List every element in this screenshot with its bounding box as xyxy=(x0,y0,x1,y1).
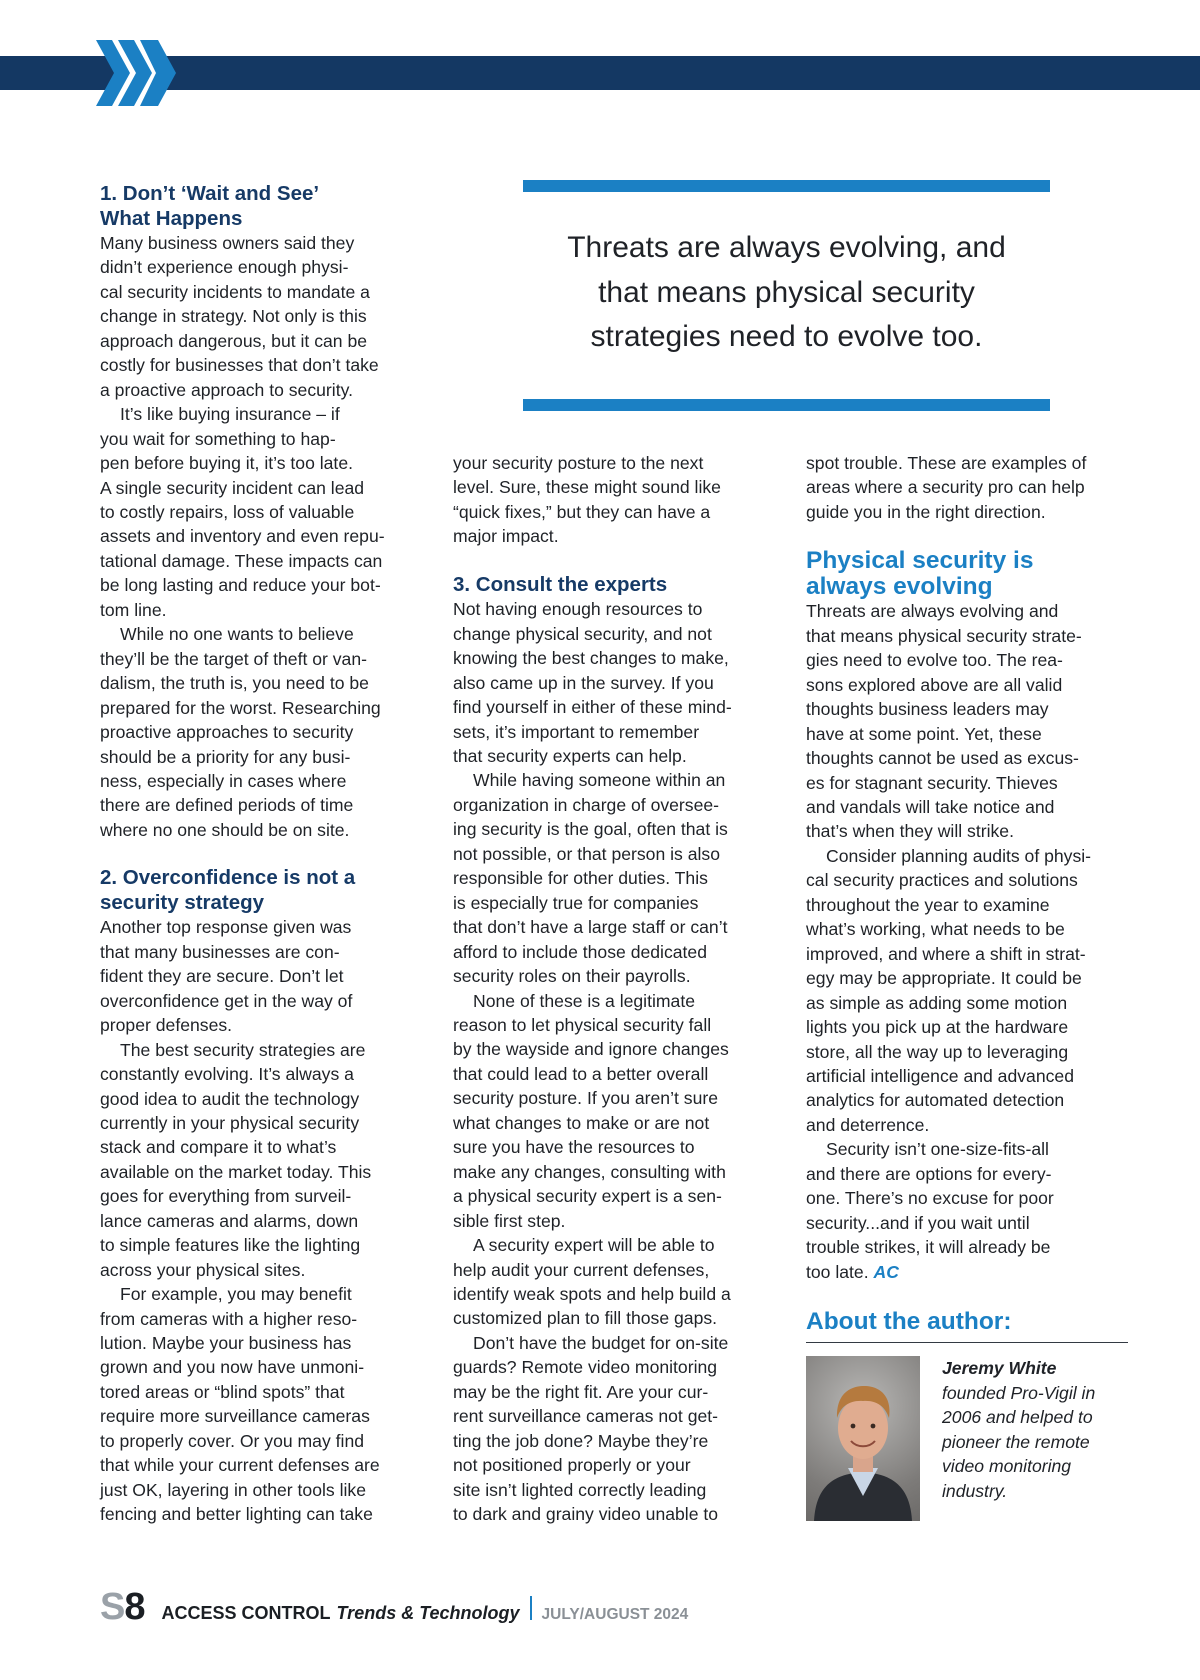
author-name: Jeremy White xyxy=(942,1358,1057,1379)
author-photo xyxy=(806,1356,920,1521)
paragraph: Another top response given was that many businesses are con- fident they are secure. Don’t let overconfidence get in the way of proper defenses. xyxy=(100,917,353,1036)
author-portrait-icon xyxy=(806,1356,920,1521)
paragraph: None of these is a legitimate reason to let physical security fall by the wayside and ignore changes that could lead to a better overall security posture. If you aren’t sure what changes to make or are not sure you have the resources to make any changes, consulting with a physical security expert is a sen- sible first step. xyxy=(453,990,729,1231)
paragraph: It’s like buying insurance – if you wait for something to hap- pen before buying it, it’s too late. A single security incident can lead to costly repairs, loss of valuable assets and inventory and even repu- tational damage. These impacts can be long lasting and reduce your bot- tom line. xyxy=(100,404,385,620)
publication-name: ACCESS CONTROL xyxy=(161,1603,331,1623)
paragraph: spot trouble. These are examples of areas where a security pro can help guide you in the right direction. xyxy=(806,453,1087,522)
paragraph: Threats are always evolving and that means physical security strate- gies need to evolve too. The rea- sons explored above are all valid thoughts business leaders may have at some point. Yet, these thoughts cannot be used as excus- es for stagnant security. Thieves and vandals will take notice and that’s when they will strike. xyxy=(806,601,1082,842)
column-1 xyxy=(100,182,422,1527)
author-bio: Jeremy White founded Pro-Vigil in 2006 and helped to pioneer the remote video monitoring industry. xyxy=(942,1358,1096,1501)
pullquote-top-rule xyxy=(523,180,1050,192)
page-footer xyxy=(100,1586,688,1629)
heading-overconfidence: 2. Overconfidence is not a security strategy xyxy=(100,866,356,914)
signoff-mark: AC xyxy=(873,1261,899,1282)
page-number: 8 xyxy=(124,1586,146,1628)
paragraph: Not having enough resources to change physical security, and not knowing the best changes to make, also came up in the survey. If you find yourself in either of these mind- sets, it’s important to remember that security experts can help. xyxy=(453,599,732,767)
column-3 xyxy=(806,451,1128,1521)
paragraph: Consider planning audits of physi- cal security practices and solutions throughout the year to examine what’s working, what needs to be improved, and where a shift in strat- egy may be appropriate. It could be as simple as adding some motion lights you pick up at the hardware store, all the way up to leveraging artificial intelligence and advanced analytics for automated detection and deterrence. xyxy=(806,845,1092,1135)
paragraph: While no one wants to believe they’ll be the target of theft or van- dalism, the truth is, you need to be prepared for the worst. Researching proactive approaches to security should be a priority for any busi- ness, especially in cases where there are defined periods of time where no one should be on site. xyxy=(100,624,381,840)
issue-date: JULY/AUGUST 2024 xyxy=(541,1606,689,1623)
publication-subtitle: Trends & Technology xyxy=(336,1603,520,1623)
paragraph: Security isn’t one-size-fits-all and there are options for every- one. There’s no excuse for poor security...and if you wait until trouble strikes, it will already be too late. AC xyxy=(806,1139,1054,1282)
heading-always-evolving: Physical security is always evolving xyxy=(806,547,1034,600)
heading-wait-and-see: 1. Don’t ‘Wait and See’ What Happens xyxy=(100,182,320,230)
pullquote: Threats are always evolving, and that means physical security strategies need to evolve too. xyxy=(567,231,1006,353)
paragraph: Many business owners said they didn’t experience enough physi- cal security incidents to mandate a change in strategy. Not only is this approach dangerous, but it can be costly for businesses that don’t take a proactive approach to security. xyxy=(100,233,379,400)
paragraph: Don’t have the budget for on-site guards? Remote video monitoring may be the right fit. Are your cur- rent surveillance cameras not get- ting the job done? Maybe they’re not positioned properly or your site isn’t lighted correctly leading to dark and grainy video unable to xyxy=(453,1332,729,1525)
paragraph: A security expert will be able to help audit your current defenses, identify weak spots and help build a customized plan to fill those gaps. xyxy=(453,1235,731,1329)
column-2 xyxy=(453,451,775,1527)
heading-consult-experts: 3. Consult the experts xyxy=(453,572,668,596)
header-bar xyxy=(0,56,1200,90)
pullquote-bottom-rule xyxy=(523,399,1050,411)
about-author-title: About the author: xyxy=(806,1308,1128,1343)
about-author xyxy=(806,1308,1128,1521)
paragraph: your security posture to the next level. Sure, these might sound like “quick fixes,” but they can have a major impact. xyxy=(453,453,721,547)
paragraph: The best security strategies are constantly evolving. It’s always a good idea to audit the technology currently in your physical security stack and compare it to what’s available on the market today. This goes for everything from surveil- lance cameras and alarms, down to simple features like the lighting across your physical sites. xyxy=(100,1039,372,1280)
paragraph: For example, you may benefit from cameras with a higher reso- lution. Maybe your business has grown and you now have unmoni- tored areas or “blind spots” that require more surveillance cameras to properly cover. Or you may find that while your current defenses are just OK, layering in other tools like fencing and better lighting can take xyxy=(100,1284,380,1525)
paragraph: While having someone within an organization in charge of oversee- ing security is the goal, often that is not possible, or that person is also responsible for other duties. This is especially true for companies that don’t have a large staff or can’t afford to include those dedicated security roles on their payrolls. xyxy=(453,770,728,987)
chevrons-icon xyxy=(96,40,176,106)
page-prefix: S xyxy=(100,1586,125,1628)
footer-divider xyxy=(530,1596,532,1620)
